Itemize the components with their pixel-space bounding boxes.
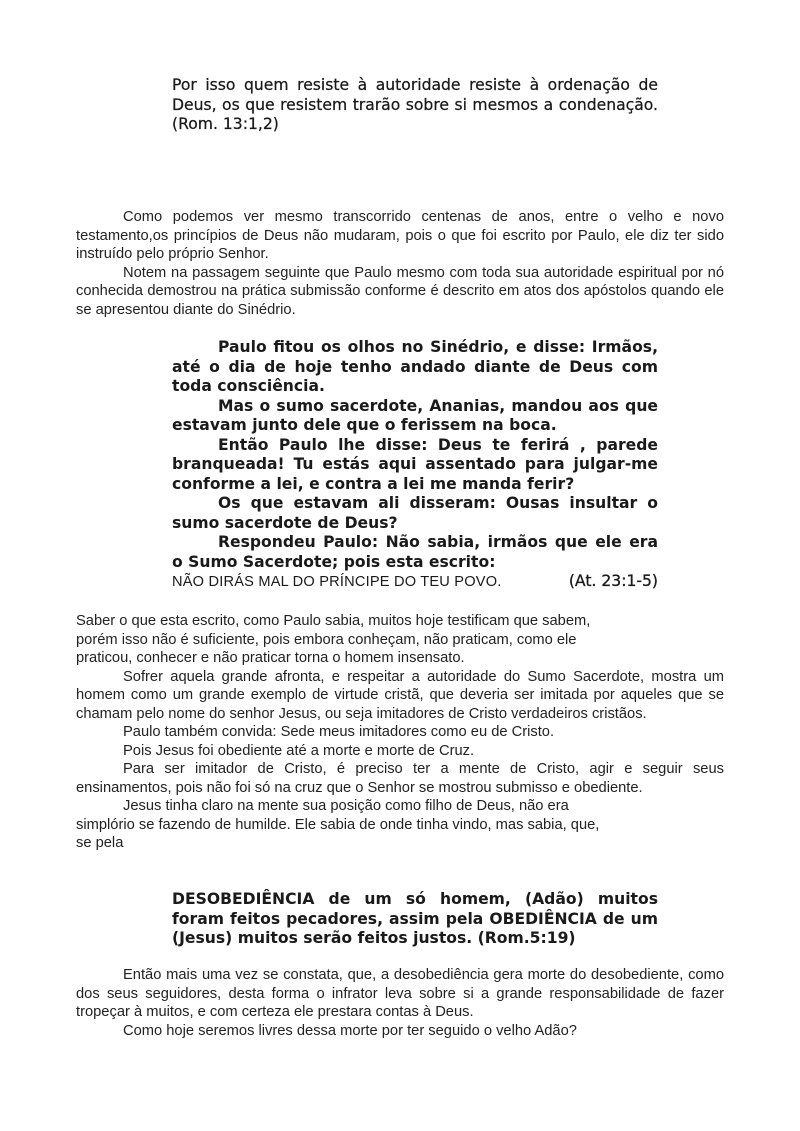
paragraph-line: praticou, conhecer e não praticar torna o homem insensato.	[76, 650, 465, 666]
paragraph: Notem na passagem seguinte que Paulo mesmo com toda sua autoridade espiritual por nó conhecida demostrou na prática submissão conforme é descrito em atos dos apóstolos quando ele se apresentou diante do Sinédrio.	[76, 264, 724, 318]
body-section-2	[76, 612, 724, 853]
paragraph-line: Jesus tinha claro na mente sua posição como filho de Deus, não era	[123, 798, 569, 814]
quote-paragraph: Respondeu Paulo: Não sabia, irmãos que ele era o Sumo Sacerdote; pois esta escrito:	[172, 533, 658, 571]
quote-acts-23	[172, 338, 658, 593]
paragraph: Então mais uma vez se constata, que, a desobediência gera morte do desobediente, como dos seus seguidores, desta forma o infrator leva sobre si a grande responsabilidade de fazer tropeçar à muitos, e com certeza ele prestara contas à Deus.	[76, 967, 724, 1020]
paragraph: Como hoje seremos livres dessa morte por ter seguido o velho Adão?	[123, 1022, 577, 1039]
paragraph: Sofrer aquela grande afronta, e respeitar a autoridade do Sumo Sacerdote, mostra um homem como um grande exemplo de virtude cristã, que deveria ser imitada por aqueles que se chamam pelo nome do senhor Jesus, ou seja imitadores de Cristo verdadeiros cristãos.	[76, 668, 724, 722]
caps-scripture: NÃO DIRÁS MAL DO PRÍNCIPE DO TEU POVO.	[172, 574, 502, 590]
paragraph: Para ser imitador de Cristo, é preciso ter a mente de Cristo, agir e seguir seus ensinamentos, pois não foi só na cruz que o Senhor se mostrou submisso e obediente.	[76, 761, 724, 796]
body-section-3	[76, 966, 724, 1040]
paragraph: Paulo também convida: Sede meus imitadores como eu de Cristo.	[123, 724, 555, 740]
quote-text: Por isso quem resiste à autoridade resiste à ordenação de Deus, os que resistem trarão sobre si mesmos a condenação. (Rom. 13:1,2)	[172, 76, 658, 133]
quote-romans-13	[172, 76, 658, 135]
paragraph-line: porém isso não é suficiente, pois embora conheçam, não praticam, como ele	[76, 631, 577, 648]
quote-paragraph: Mas o sumo sacerdote, Ananias, mandou aos que estavam junto dele que o ferissem na boca.	[172, 396, 658, 434]
paragraph-line: simplório se fazendo de humilde. Ele sabia de onde tinha vindo, mas sabia, que,	[76, 816, 600, 833]
paragraph: Como podemos ver mesmo transcorrido centenas de anos, entre o velho e novo testamento,os princípios de Deus não mudaram, pois o que foi escrito por Paulo, ele diz ter sido instruído pelo próprio Senhor.	[76, 209, 724, 262]
quote-text: DESOBEDIÊNCIA de um só homem, (Adão) muitos foram feitos pecadores, assim pela OBEDIÊNCIA de um (Jesus) muitos serão feitos justos. (Rom.5:19)	[172, 890, 658, 947]
paragraph-line: Saber o que esta escrito, como Paulo sabia, muitos hoje testificam que sabem,	[76, 613, 591, 629]
quote-paragraph: Então Paulo lhe disse: Deus te ferirá , parede branqueada! Tu estás aqui assentado para julgar-me conforme a lei, e contra a lei me manda ferir?	[172, 435, 658, 493]
quote-closing-line	[172, 572, 658, 593]
body-section-1	[76, 208, 724, 319]
scripture-reference: (At. 23:1-5)	[568, 572, 658, 590]
quote-paragraph: Os que estavam ali disseram: Ousas insultar o sumo sacerdote de Deus?	[172, 494, 658, 532]
paragraph-line: se pela	[76, 835, 124, 851]
quote-romans-5	[172, 890, 658, 949]
quote-paragraph: Paulo fitou os olhos no Sinédrio, e disse: Irmãos, até o dia de hoje tenho andado diante de Deus com toda consciência.	[172, 338, 658, 395]
paragraph: Pois Jesus foi obediente até a morte e morte de Cruz.	[123, 742, 475, 759]
